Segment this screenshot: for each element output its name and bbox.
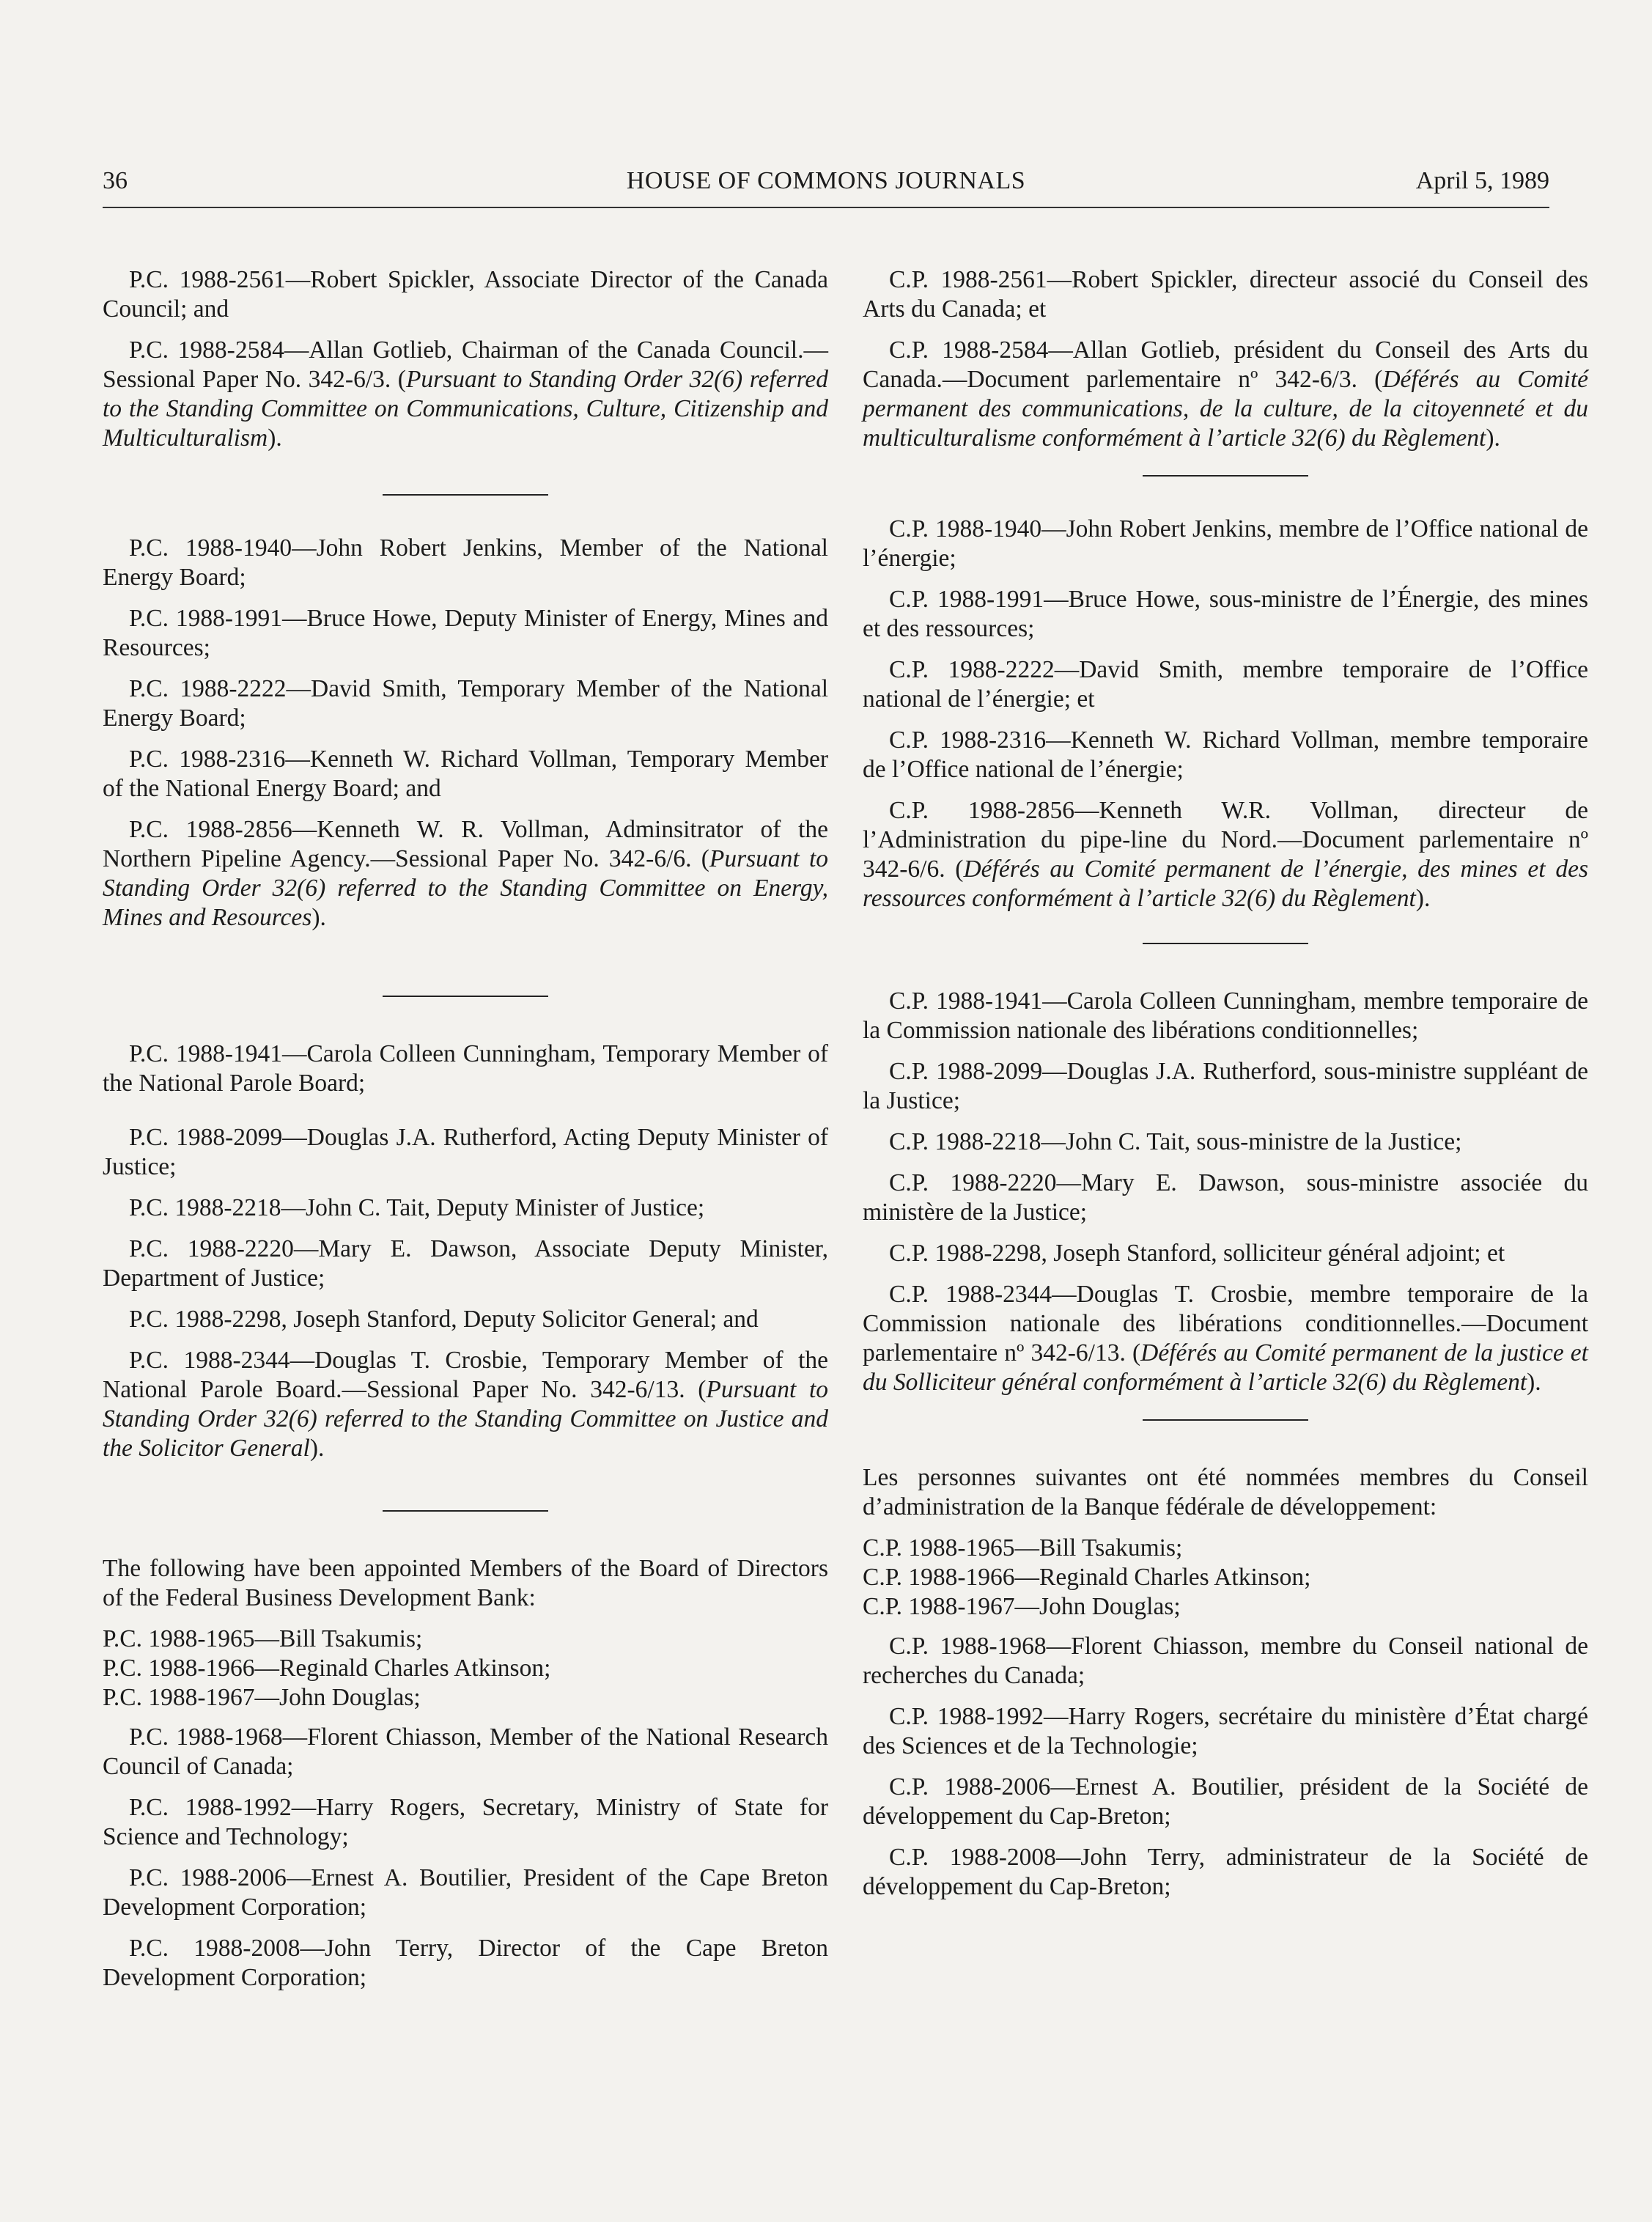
entry-paragraph: P.C. 1988-2218—John C. Tait, Deputy Minister of Justice; (129, 1194, 705, 1221)
list-item: P.C. 1988-1965—Bill Tsakumis; (103, 1625, 423, 1652)
entry-paragraph: C.P. 1988-2561—Robert Spickler, directeur associé du Conseil des Arts du Canada; et (863, 266, 1588, 323)
section-divider (383, 996, 548, 997)
entry-paragraph: P.C. 1988-2099—Douglas J.A. Rutherford, Acting Deputy Minister of Justice; (103, 1124, 828, 1180)
english-column (103, 265, 828, 2004)
journal-title: HOUSE OF COMMONS JOURNALS (626, 167, 1026, 194)
entry-paragraph: P.C. 1988-2008—John Terry, Director of the Cape Breton Development Corporation; (103, 1935, 828, 1991)
intro-paragraph: The following have been appointed Members of the Board of Directors of the Federal Business Development Bank: (103, 1555, 828, 1611)
referral-note: Déférés au Comité permanent des communications, de la culture, de la citoyenneté et du multiculturalisme conformément à l’article 32(6) du Règlement (863, 366, 1588, 452)
entry-paragraph: C.P. 1988-2218—John C. Tait, sous-ministre de la Justice; (889, 1128, 1462, 1155)
entry-paragraph: C.P. 1988-1968—Florent Chiasson, membre du Conseil national de recherches du Canada; (863, 1633, 1588, 1689)
page-date: April 5, 1989 (1415, 167, 1549, 194)
entry-paragraph: P.C. 1988-2856—Kenneth W. R. Vollman, Adminsitrator of the Northern Pipeline Agency.—Sessional Paper No. 342-6/6. (Pursuant to Standing Order 32(6) referred to the Standing Committee on Energy, Mines and Resources). (103, 816, 828, 931)
entry-paragraph: P.C. 1988-1941—Carola Colleen Cunningham, Temporary Member of the National Parole Board; (103, 1040, 828, 1097)
referral-note: Pursuant to Standing Order 32(6) referred to the Standing Committee on Justice and the Solicitor General (103, 1376, 829, 1462)
page-number: 36 (103, 167, 128, 194)
section-divider (1143, 475, 1308, 477)
intro-paragraph: Les personnes suivantes ont été nommées membres du Conseil d’administration de la Banque fédérale de développement: (863, 1464, 1588, 1520)
entry-paragraph: C.P. 1988-2099—Douglas J.A. Rutherford, sous-ministre suppléant de la Justice; (863, 1058, 1588, 1114)
section-divider (1143, 943, 1308, 944)
entry-paragraph: C.P. 1988-1991—Bruce Howe, sous-ministre de l’Énergie, des mines et des ressources; (863, 586, 1588, 642)
list-item: P.C. 1988-1967—John Douglas; (103, 1684, 421, 1711)
entry-paragraph: C.P. 1988-2222—David Smith, membre temporaire de l’Office national de l’énergie; et (863, 656, 1588, 713)
referral-note: Pursuant to Standing Order 32(6) referred to the Standing Committee on Energy, Mines and Resources (103, 845, 828, 931)
entry-paragraph: C.P. 1988-2298, Joseph Stanford, solliciteur général adjoint; et (889, 1240, 1505, 1267)
entry-paragraph: C.P. 1988-2316—Kenneth W. Richard Vollman, membre temporaire de l’Office national de l’énergie; (863, 726, 1588, 783)
referral-note: Pursuant to Standing Order 32(6) referred to the Standing Committee on Communications, Culture, Citizenship and Multiculturalism (103, 366, 828, 452)
entry-paragraph: C.P. 1988-1992—Harry Rogers, secrétaire du ministère d’État chargé des Sciences et de la Technologie; (863, 1703, 1588, 1759)
list-item: P.C. 1988-1966—Reginald Charles Atkinson; (103, 1655, 551, 1682)
entry-paragraph: P.C. 1988-2222—David Smith, Temporary Member of the National Energy Board; (103, 675, 828, 732)
entry-paragraph: C.P. 1988-1940—John Robert Jenkins, membre de l’Office national de l’énergie; (863, 515, 1588, 572)
entry-paragraph: C.P. 1988-2856—Kenneth W.R. Vollman, directeur de l’Administration du pipe-line du Nord.—Document parlementaire nº 342-6/6. (Déférés au Comité permanent de l’énergie, des mines et des ressources conformément à l’article 32(6) du Règlement). (863, 797, 1588, 912)
entry-paragraph: P.C. 1988-2220—Mary E. Dawson, Associate Deputy Minister, Department of Justice; (103, 1235, 828, 1292)
entry-paragraph: P.C. 1988-1968—Florent Chiasson, Member of the National Research Council of Canada; (103, 1723, 828, 1780)
entry-paragraph: P.C. 1988-2344—Douglas T. Crosbie, Temporary Member of the National Parole Board.—Sessional Paper No. 342-6/13. (Pursuant to Standing Order 32(6) referred to the Standing Committee on Justice and the Solicitor General). (103, 1347, 829, 1462)
list-item: C.P. 1988-1967—John Douglas; (863, 1593, 1181, 1620)
section-divider (1143, 1419, 1308, 1421)
entry-paragraph: P.C. 1988-1940—John Robert Jenkins, Member of the National Energy Board; (103, 534, 828, 591)
entry-paragraph: C.P. 1988-2006—Ernest A. Boutilier, président de la Société de développement du Cap-Breton; (863, 1773, 1588, 1830)
entry-paragraph: C.P. 1988-1941—Carola Colleen Cunningham, membre temporaire de la Commission nationale des libérations conditionnelles; (863, 987, 1588, 1044)
referral-note: Déférés au Comité permanent de l’énergie, des mines et des ressources conformément à l’article 32(6) du Règlement (863, 856, 1588, 912)
list-item: C.P. 1988-1966—Reginald Charles Atkinson; (863, 1564, 1311, 1591)
entry-paragraph: P.C. 1988-1991—Bruce Howe, Deputy Minister of Energy, Mines and Resources; (103, 605, 828, 661)
entry-paragraph: P.C. 1988-2006—Ernest A. Boutilier, President of the Cape Breton Development Corporation; (103, 1864, 828, 1921)
entry-paragraph: P.C. 1988-1992—Harry Rogers, Secretary, Ministry of State for Science and Technology; (103, 1794, 828, 1850)
list-item: C.P. 1988-1965—Bill Tsakumis; (863, 1534, 1183, 1561)
entry-paragraph: P.C. 1988-2316—Kenneth W. Richard Vollman, Temporary Member of the National Energy Board; and (103, 746, 828, 802)
entry-paragraph: C.P. 1988-2344—Douglas T. Crosbie, membre temporaire de la Commission nationale des libérations conditionnelles.—Document parlementaire nº 342-6/13. (Déférés au Comité permanent de la justice et du Solliciteur général conformément à l’article 32(6) du Règlement). (863, 1281, 1588, 1396)
entry-paragraph: P.C. 1988-2584—Allan Gotlieb, Chairman of the Canada Council.—Sessional Paper No. 342-6/3. (Pursuant to Standing Order 32(6) referred to the Standing Committee on Communications, Culture, Citizenship and Multiculturalism). (103, 336, 828, 452)
page-header (103, 163, 1549, 208)
french-column (863, 265, 1588, 1913)
entry-paragraph: C.P. 1988-2584—Allan Gotlieb, président du Conseil des Arts du Canada.—Document parlementaire nº 342-6/3. (Déférés au Comité permanent des communications, de la culture, de la citoyenneté et du multiculturalisme conformément à l’article 32(6) du Règlement). (863, 336, 1588, 452)
entry-paragraph: P.C. 1988-2298, Joseph Stanford, Deputy Solicitor General; and (129, 1306, 759, 1333)
referral-note: Déférés au Comité permanent de la justice et du Solliciteur général conformément à l’article 32(6) du Règlement (863, 1339, 1588, 1396)
entry-paragraph: C.P. 1988-2220—Mary E. Dawson, sous-ministre associée du ministère de la Justice; (863, 1169, 1588, 1226)
entry-paragraph: C.P. 1988-2008—John Terry, administrateur de la Société de développement du Cap-Breton; (863, 1844, 1588, 1900)
entry-paragraph: P.C. 1988-2561—Robert Spickler, Associate Director of the Canada Council; and (103, 266, 828, 323)
section-divider (383, 494, 548, 496)
section-divider (383, 1510, 548, 1512)
